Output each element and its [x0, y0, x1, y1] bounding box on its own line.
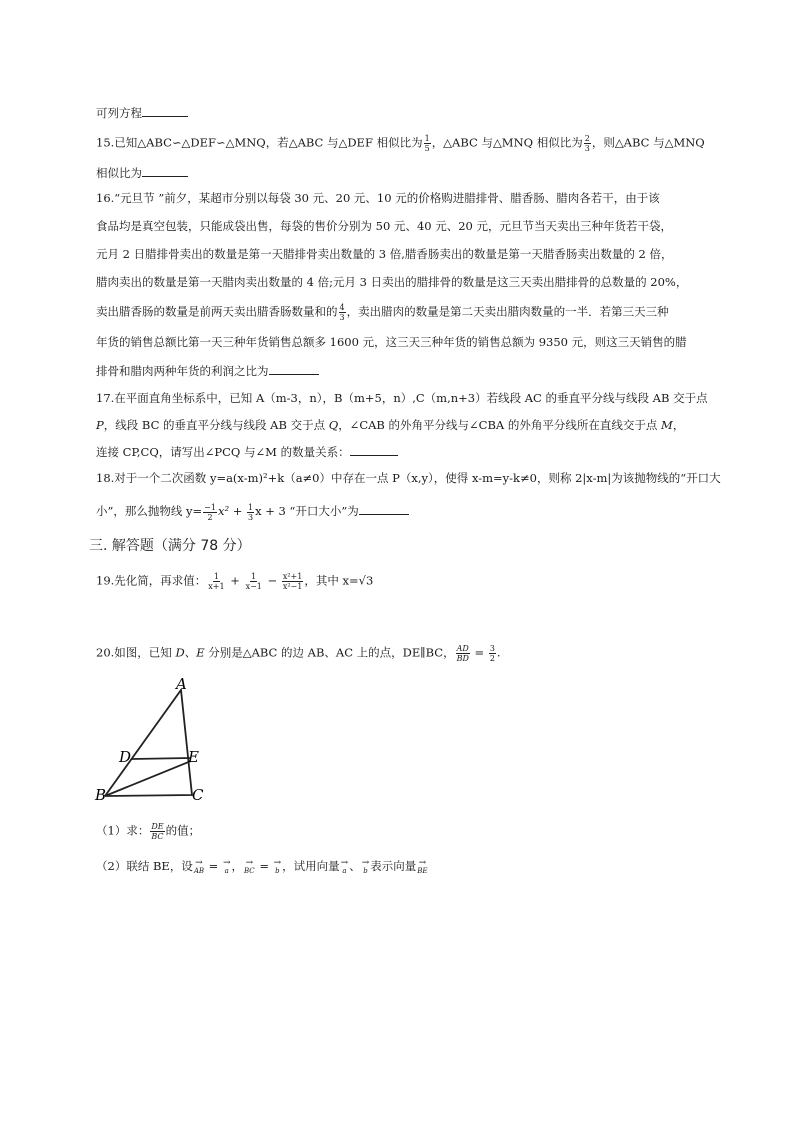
frac-num: DE: [151, 822, 164, 831]
answer-blank: [269, 362, 319, 375]
question-16-line2: 食品均是真空包装，只能成袋出售，每袋的售价分别为 50 元、40 元、20 元，元旦节当天卖出三种年货若干袋，: [96, 219, 673, 233]
point-e: E: [196, 645, 205, 660]
point-d: D: [175, 645, 185, 660]
frac-den: 3: [584, 144, 590, 153]
frac-num: 3: [489, 644, 495, 653]
question-15: [96, 134, 705, 153]
arrow-icon: →: [361, 858, 370, 868]
frac-num: 1: [251, 572, 257, 581]
frac-num: −1: [204, 502, 216, 512]
fraction: [584, 134, 591, 153]
vec-label: b: [275, 867, 280, 875]
q18-text: 小”，那么抛物线 y=: [96, 504, 203, 518]
question-16-line4: 腊肉卖出的数量是第一天腊肉卖出数量的 4 倍;元月 3 日卖出的腊排骨的数量是这三天卖出腊排骨的总数量的 20%，: [96, 275, 688, 289]
vector-a: [341, 859, 349, 875]
point-m: M: [661, 418, 673, 432]
operator: =: [470, 645, 488, 660]
question-20: [96, 644, 501, 663]
vec-label: a: [224, 867, 229, 875]
fraction: [150, 822, 164, 841]
answer-blank: [359, 502, 409, 515]
question-20-part1: [96, 822, 200, 841]
frac-den: 2: [207, 512, 213, 522]
vec-label: b: [363, 867, 368, 875]
q16-text: 排骨和腊肉两种年货的利润之比为: [96, 364, 269, 378]
question-18-line2: [96, 502, 409, 522]
question-17-line3: [96, 443, 398, 460]
label-b: B: [95, 786, 107, 804]
frac-num: x²+1: [282, 572, 303, 581]
q20-text: ，: [231, 859, 244, 873]
vector-b: [362, 859, 370, 875]
line-equation: [96, 104, 188, 121]
answer-blank: [350, 443, 398, 456]
answer-blank: [142, 104, 188, 117]
label-e: E: [188, 748, 199, 766]
frac-den: x+1: [208, 582, 225, 591]
question-17-line1: 17.在平面直角坐标系中，已知 A（m-3，n），B（m+5，n）,C（m,n+3）若线段 AC 的垂直平分线与线段 AB 交于点: [96, 391, 708, 405]
q16-text: 卖出腊香肠的数量是前两天卖出腊香肠数量和的: [96, 304, 338, 319]
question-15-line2: [96, 164, 188, 181]
question-17-line2: [96, 417, 684, 433]
operator: +: [226, 573, 244, 588]
q18-text: x + 3 “开口大小”为: [255, 504, 359, 518]
q17-text: 连接 CP,CQ，请写出∠PCQ 与∠M 的数量关系：: [96, 445, 350, 459]
q15-text: 15.已知△ABC∽△DEF∽△MNQ，若△ABC 与△DEF 相似比为: [96, 135, 423, 150]
fraction: [489, 644, 496, 663]
question-16-line5: [96, 303, 669, 322]
fraction: [282, 572, 304, 591]
question-16-line1: 16.“元旦节 ”前夕，某超市分别以每袋 30 元、20 元、10 元的价格购进腊排骨、腊香肠、腊肉各若干，由于该: [96, 191, 660, 205]
frac-num: AD: [456, 644, 469, 653]
label-a: A: [176, 675, 187, 693]
frac-num: 1: [424, 134, 430, 143]
q19-text: ，其中 x=√3: [304, 573, 374, 588]
question-18-line1: 18.对于一个二次函数 y=a(x-m)²+k（a≠0）中存在一点 P（x,y），使得 x-m=y-k≠0，则称 2|x-m|为该抛物线的“开口大: [96, 471, 721, 485]
arrow-icon: →: [222, 858, 231, 868]
q20-text: 分别是△ABC 的边 AB、AC 上的点，DE∥BC，: [204, 645, 455, 660]
triangle-edges: [105, 690, 192, 796]
answer-blank: [142, 164, 188, 177]
fraction: [207, 572, 225, 591]
vector-a: [223, 859, 231, 875]
q20-text: 的值；: [165, 823, 201, 838]
vec-label: BE: [417, 867, 428, 875]
vec-label: AB: [193, 867, 205, 875]
frac-den: x−1: [245, 582, 262, 591]
fraction: [339, 303, 346, 322]
q20-text: 20.如图，已知: [96, 645, 176, 660]
q17-text: ，∠CAB 的外角平分线与∠CBA 的外角平分线所在直线交于点: [338, 418, 662, 432]
fraction: [245, 572, 263, 591]
q15-text: ，△ABC 与△MNQ 相似比为: [431, 135, 583, 150]
question-16-line6: 年货的销售总额比第一天三种年货销售总额多 1600 元，这三天三种年货的销售总额为 9350 元，则这三天销售的腊: [96, 335, 687, 349]
vector-be: [417, 859, 427, 875]
frac-den: x²−1: [282, 582, 303, 591]
q19-text: 19.先化简，再求值：: [96, 573, 207, 588]
text: 可列方程: [96, 106, 142, 120]
arrow-icon: →: [273, 858, 282, 868]
q20-text: 表示向量: [370, 859, 417, 873]
q20-text: （1）求：: [96, 823, 150, 838]
q20-text: （2）联结 BE，设: [96, 859, 193, 873]
vec-label: BC: [244, 867, 255, 875]
vector-b: [274, 859, 282, 875]
question-16-line3: 元月 2 日腊排骨卖出的数量是第一天腊排骨卖出数量的 3 倍,腊香肠卖出的数量是第一天腊香肠卖出数量的 2 倍，: [96, 247, 673, 261]
q16-text: ，卖出腊肉的数量是第二天卖出腊肉数量的一半．若第三天三种: [346, 304, 669, 319]
q17-text: ，: [672, 418, 685, 432]
frac-num: 1: [248, 502, 254, 512]
question-20-part2: [96, 858, 429, 875]
frac-den: 3: [248, 512, 254, 522]
frac-den: 5: [424, 144, 430, 153]
operator: −: [263, 573, 281, 588]
q15-text: ，则△ABC 与△MNQ: [591, 135, 705, 150]
frac-den: BC: [151, 832, 164, 841]
vec-label: a: [342, 867, 347, 875]
fraction: [456, 644, 470, 663]
q18-text: x² +: [217, 504, 247, 518]
vector-ab: [194, 859, 204, 875]
arrow-icon: →: [245, 858, 254, 868]
fraction: [247, 503, 254, 522]
q20-text: 、: [184, 645, 197, 660]
frac-num: 1: [213, 572, 219, 581]
operator: =: [255, 859, 273, 873]
operator: =: [205, 859, 222, 873]
q20-text: 、: [349, 859, 361, 873]
label-c: C: [192, 786, 204, 804]
triangle-figure: [92, 672, 222, 808]
frac-den: 2: [489, 654, 495, 663]
arrow-icon: →: [340, 858, 349, 868]
fraction: [203, 503, 217, 522]
arrow-icon: →: [195, 858, 203, 868]
fraction: [424, 134, 431, 153]
q20-text: ，试用向量: [282, 859, 340, 873]
frac-den: BD: [456, 654, 469, 663]
point-p: P: [96, 418, 104, 432]
segment-de: [132, 758, 190, 759]
point-q: Q: [328, 418, 339, 432]
frac-num: 2: [584, 134, 590, 143]
vector-bc: [244, 859, 255, 875]
q17-text: ，线段 BC 的垂直平分线与线段 AB 交于点: [103, 418, 329, 432]
label-d: D: [119, 748, 132, 766]
frac-num: 4: [339, 303, 345, 312]
question-16-line7: [96, 362, 319, 379]
q20-text: .: [496, 645, 501, 660]
arrow-icon: →: [418, 858, 427, 868]
question-19: [96, 572, 373, 591]
q15-text: 相似比为: [96, 166, 142, 180]
frac-den: 3: [339, 313, 345, 322]
section-heading: 三. 解答题（满分 78 分）: [89, 538, 251, 554]
